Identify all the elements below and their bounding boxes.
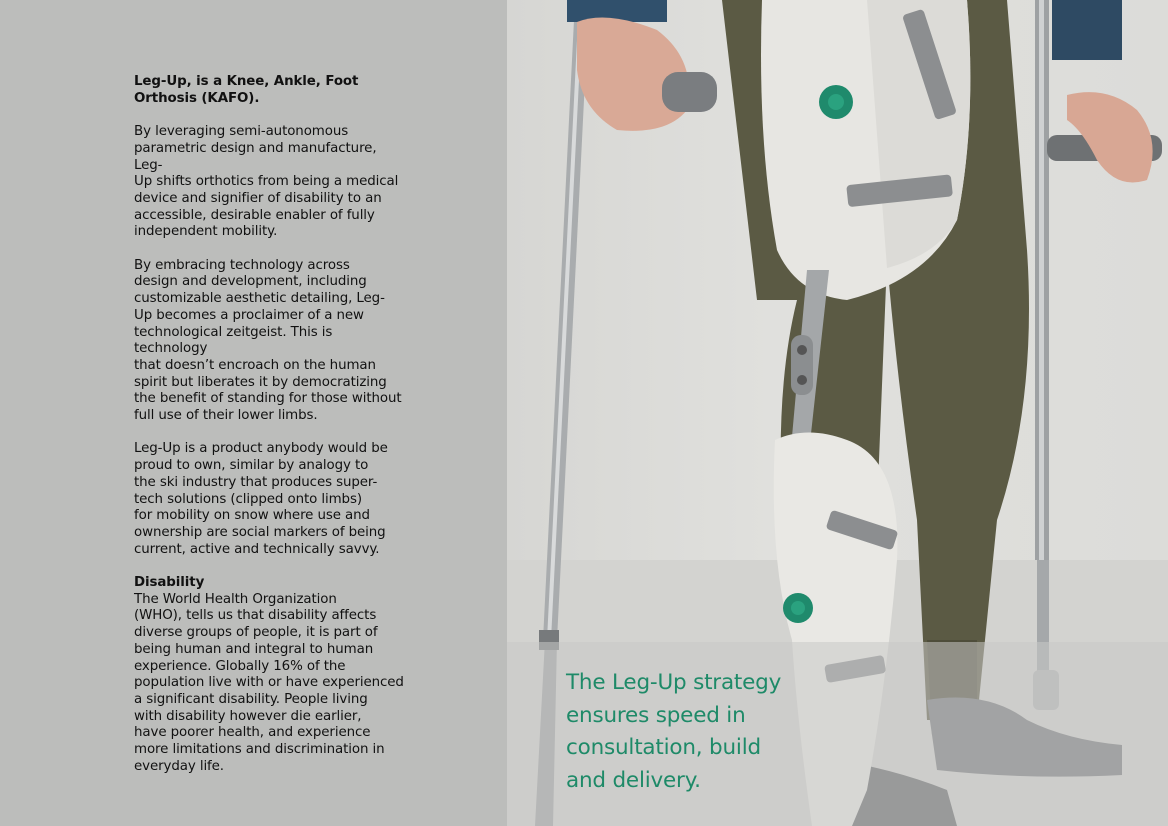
pull-quote: The Leg-Up strategy ensures speed in consultation, build and delivery.	[566, 670, 782, 793]
intro-title: Leg-Up, is a Knee, Ankle, Foot Orthosis (KAFO).	[134, 74, 359, 106]
product-photo	[507, 0, 1168, 826]
intro-paragraph-3: Leg-Up is a product anybody would be proud to own, similar by analogy to the ski industry that produces super- tech solutions (clipped onto limbs) for mobility on snow where use and ownership are social markers of being current, active and technically savvy.	[134, 441, 388, 557]
disability-paragraph: The World Health Organization (WHO), tells us that disability affects diverse groups of people, it is part of being human and integral to human experience. Globally 16% of the population live with or have experienced a significant disability. People living with disability however die earlier, have poorer health, and experience more limitations and discrimination in everyday life.	[134, 591, 404, 774]
article-text	[134, 74, 404, 792]
intro-paragraph-1: By leveraging semi-autonomous parametric design and manufacture, Leg- Up shifts orthotics from being a medical device and signifier of disability to an accessible, desirable enabler of fully independent mobility.	[134, 124, 399, 240]
text-panel	[0, 0, 507, 826]
intro-paragraph-2: By embracing technology across design and development, including customizable aesthetic detailing, Leg- Up becomes a proclaimer of a new technological zeitgeist. This is technology that doesn’t encroach on the human spirit but liberates it by democratizing the benefit of standing for those without full use of their lower limbs.	[134, 257, 402, 424]
disability-heading: Disability	[134, 575, 205, 591]
